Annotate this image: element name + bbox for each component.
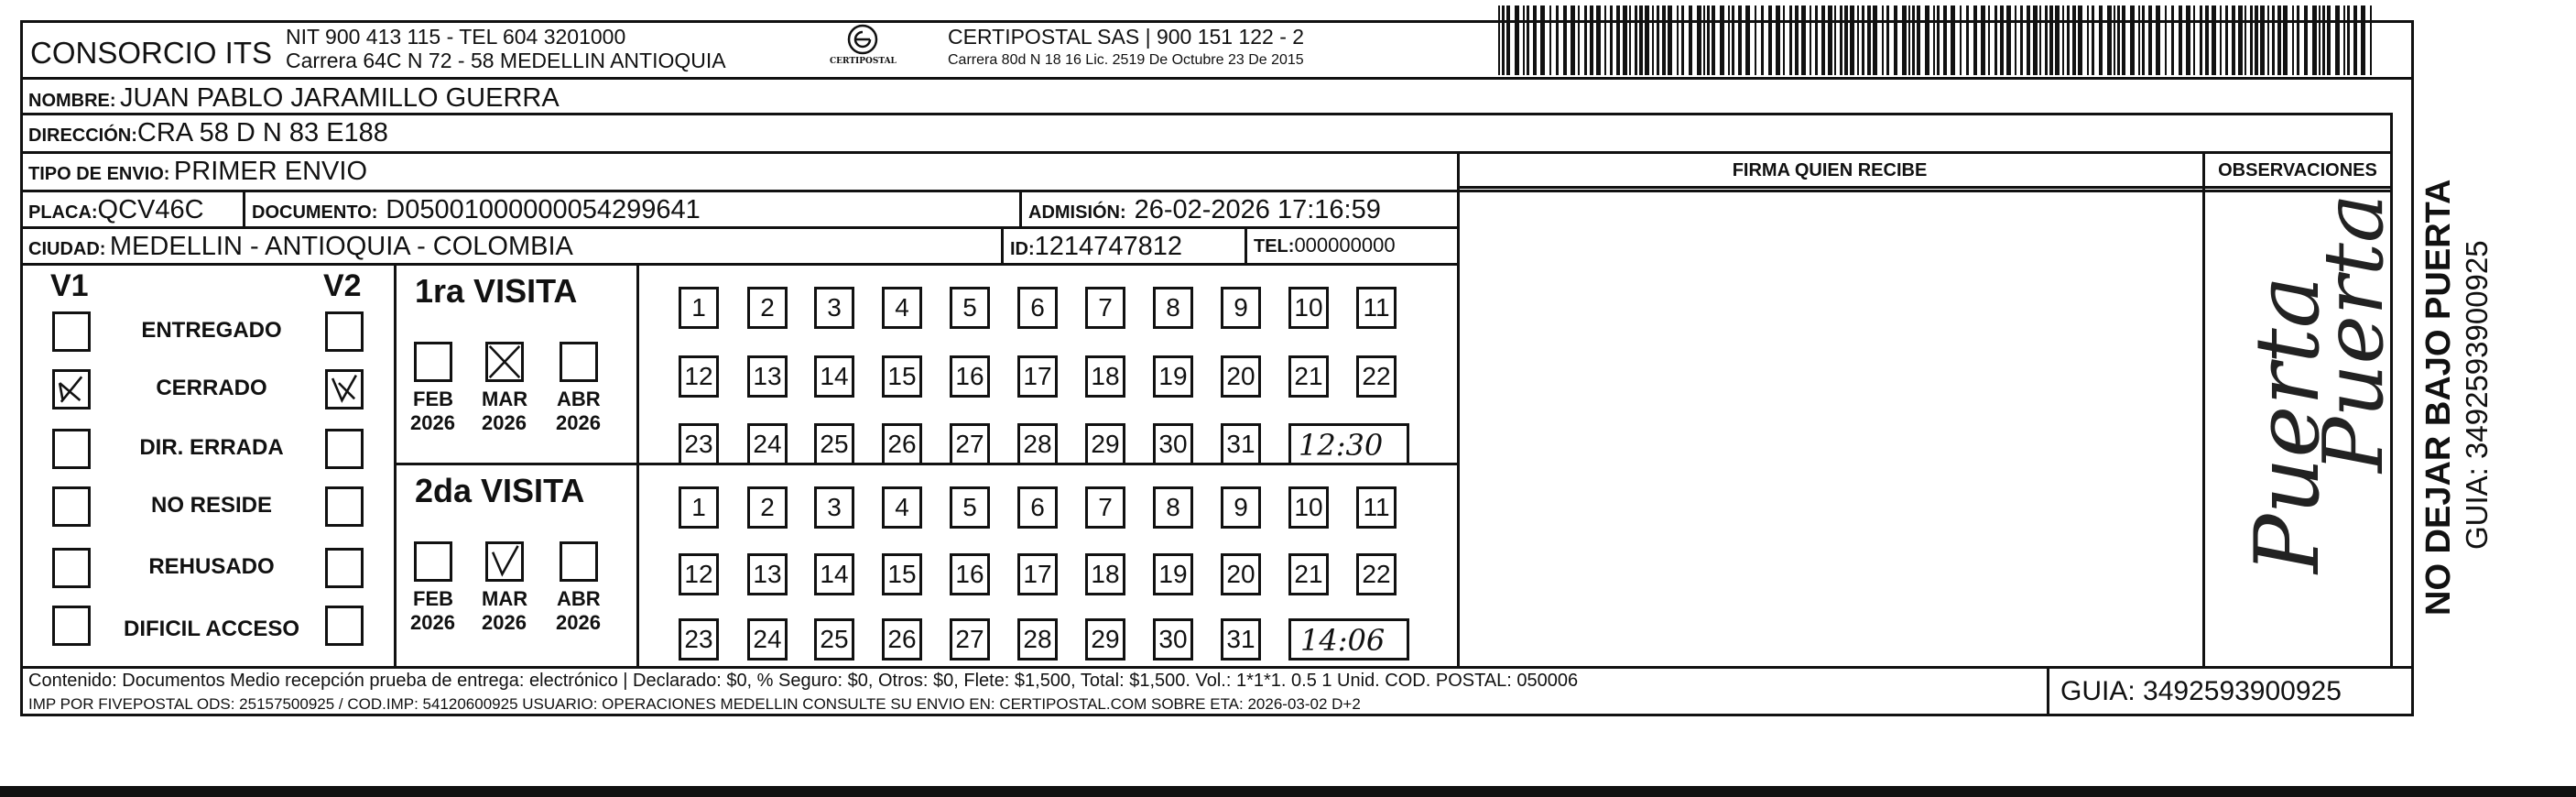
shipping-label xyxy=(20,20,2414,716)
visit-2-day[interactable]: 10 xyxy=(1288,486,1329,529)
document-cell xyxy=(252,195,701,225)
visit-1-day[interactable]: 6 xyxy=(1017,287,1058,329)
visit-1-day[interactable]: 27 xyxy=(950,423,990,465)
visit-2-day[interactable]: 16 xyxy=(950,553,990,595)
visit-2-day[interactable]: 22 xyxy=(1356,553,1397,595)
visit-1-day[interactable]: 22 xyxy=(1356,355,1397,398)
v2-rehusado-checkbox[interactable] xyxy=(325,548,364,588)
document-label: DOCUMENTO: xyxy=(252,202,378,223)
visit-2-day[interactable]: 31 xyxy=(1221,618,1261,661)
visit-1-day[interactable]: 10 xyxy=(1288,287,1329,329)
visit-1-day[interactable]: 7 xyxy=(1085,287,1125,329)
state-cerrado: CERRADO xyxy=(156,376,267,400)
visit-1-mar-check-mark xyxy=(488,344,521,379)
visit-1-day-checked[interactable]: 4 xyxy=(882,287,922,329)
visit-2-day[interactable]: 26 xyxy=(882,618,922,661)
visit-1-day[interactable]: 21 xyxy=(1288,355,1329,398)
visit-2-time: 14:06 xyxy=(1300,623,1386,658)
visit-1-day[interactable]: 15 xyxy=(882,355,922,398)
signature-area xyxy=(1460,189,2200,663)
visit-2-day[interactable]: 19 xyxy=(1153,553,1193,595)
visit-1-month-feb: FEB xyxy=(413,388,453,410)
tel-cell xyxy=(1254,234,1396,257)
observations-handwriting xyxy=(2205,189,2402,663)
visit-1-day[interactable]: 29 xyxy=(1085,423,1125,465)
name-label: NOMBRE: xyxy=(28,91,116,111)
visit-2-day[interactable]: 28 xyxy=(1017,618,1058,661)
visit-2-day[interactable]: 2 xyxy=(747,486,788,529)
visit-2-day[interactable]: 14 xyxy=(814,553,854,595)
v1-label: V1 xyxy=(50,268,89,303)
recipient-name: JUAN PABLO JARAMILLO GUERRA xyxy=(120,83,560,113)
visit-2-day[interactable]: 18 xyxy=(1085,553,1125,595)
v2-cerrado-check-mark xyxy=(328,372,361,407)
visit-2-feb-checkbox[interactable] xyxy=(414,541,452,582)
visit-1-feb-checkbox[interactable] xyxy=(414,342,452,382)
state-dificil-acceso: DIFICIL ACCESO xyxy=(123,617,299,641)
type-row xyxy=(28,157,367,187)
visit-2-day[interactable]: 21 xyxy=(1288,553,1329,595)
plate-cell xyxy=(28,195,204,225)
city-value: MEDELLIN - ANTIOQUIA - COLOMBIA xyxy=(109,232,573,261)
visit-2-time-box[interactable] xyxy=(1288,618,1409,661)
certipostal-logo-text: CERTIPOSTAL xyxy=(830,57,897,66)
visit-1-day[interactable]: 24 xyxy=(747,423,788,465)
visit-1-year-mar: 2026 xyxy=(482,411,527,434)
v2-no-reside-checkbox[interactable] xyxy=(325,486,364,527)
visit-2-day[interactable]: 12 xyxy=(679,553,719,595)
admission-label: ADMISIÓN: xyxy=(1028,202,1126,223)
visit-2-abr-checkbox[interactable] xyxy=(560,541,598,582)
visit-2-day[interactable]: 8 xyxy=(1153,486,1193,529)
visit-2-day[interactable]: 17 xyxy=(1017,553,1058,595)
address-row xyxy=(28,118,388,148)
visit-2-title: 2da VISITA xyxy=(415,472,585,509)
tel-label: TEL: xyxy=(1254,236,1295,257)
visit-1-day[interactable]: 17 xyxy=(1017,355,1058,398)
plate-value: QCV46C xyxy=(97,195,204,224)
admission-value: 26-02-2026 17:16:59 xyxy=(1134,195,1381,224)
state-rehusado: REHUSADO xyxy=(148,554,275,579)
type-label: TIPO DE ENVIO: xyxy=(28,164,170,184)
handwriting-line-2: Puerta xyxy=(2306,193,2402,473)
visit-2-day[interactable]: 25 xyxy=(814,618,854,661)
visit-1-day[interactable]: 8 xyxy=(1153,287,1193,329)
visit-2-day[interactable]: 24 xyxy=(747,618,788,661)
v2-dificil-acceso-checkbox[interactable] xyxy=(325,606,364,646)
visit-2-day[interactable]: 1 xyxy=(679,486,719,529)
v2-cerrado-checkbox[interactable] xyxy=(325,369,364,409)
visit-2-month-abr: ABR xyxy=(557,587,601,610)
visit-1-day[interactable]: 18 xyxy=(1085,355,1125,398)
visit-1-day[interactable]: 1 xyxy=(679,287,719,329)
company-address: Carrera 64C N 72 - 58 MEDELLIN ANTIOQUIA xyxy=(286,49,726,72)
state-no-reside: NO RESIDE xyxy=(150,493,273,518)
signature-header: FIRMA QUIEN RECIBE xyxy=(1732,160,1928,180)
visit-2-day[interactable]: 13 xyxy=(747,553,788,595)
visit-1-day[interactable]: 31 xyxy=(1221,423,1261,465)
visit-1-day[interactable]: 14 xyxy=(814,355,854,398)
visit-1-day[interactable]: 2 xyxy=(747,287,788,329)
visit-1-day[interactable]: 11 xyxy=(1356,287,1397,329)
footer-guide: GUIA: 3492593900925 xyxy=(2060,676,2342,706)
visit-1-mar-checkbox[interactable] xyxy=(485,342,524,382)
carrier-name: CERTIPOSTAL SAS | 900 151 122 - 2 xyxy=(948,25,1305,49)
visit-2-day[interactable]: 11 xyxy=(1356,486,1397,529)
certipostal-logo xyxy=(830,23,897,71)
tel-value: 000000000 xyxy=(1294,234,1396,257)
visit-1-day[interactable]: 5 xyxy=(950,287,990,329)
side-guide: GUIA: 3492593900925 xyxy=(2460,240,2494,550)
visit-1-day[interactable]: 3 xyxy=(814,287,854,329)
visit-2-day[interactable]: 30 xyxy=(1153,618,1193,661)
visit-1-day[interactable]: 26 xyxy=(882,423,922,465)
city-cell xyxy=(28,232,573,262)
visit-2-year-abr: 2026 xyxy=(556,611,601,634)
company-nit: NIT 900 413 115 - TEL 604 3201000 xyxy=(286,25,626,49)
address-label: DIRECCIÓN: xyxy=(28,126,137,146)
visit-1-day[interactable]: 9 xyxy=(1221,287,1261,329)
visit-1-day[interactable]: 19 xyxy=(1153,355,1193,398)
visit-2-month-feb: FEB xyxy=(413,587,453,610)
visit-1-day[interactable]: 20 xyxy=(1221,355,1261,398)
recipient-address: CRA 58 D N 83 E188 xyxy=(136,118,388,147)
visit-1-month-abr: ABR xyxy=(557,388,601,410)
carrier-address: Carrera 80d N 18 16 Lic. 2519 De Octubre 23 De 2015 xyxy=(948,52,1304,68)
handwriting-line-1: Puerta xyxy=(2236,276,2339,573)
v2-dir-errada-checkbox[interactable] xyxy=(325,429,364,469)
v2-entregado-checkbox[interactable] xyxy=(325,311,364,352)
id-label: ID: xyxy=(1010,239,1035,259)
visit-2-day-grid xyxy=(668,470,1442,662)
visit-1-day[interactable]: 12 xyxy=(679,355,719,398)
bottom-border xyxy=(0,786,2576,797)
visit-1-title: 1ra VISITA xyxy=(415,272,578,310)
visit-2-month-mar: MAR xyxy=(482,587,528,610)
observations-header: OBSERVACIONES xyxy=(2218,160,2377,180)
company-name: CONSORCIO ITS xyxy=(30,36,273,70)
visit-1-day-grid xyxy=(668,270,1442,463)
city-label: CIUDAD: xyxy=(28,239,106,259)
visit-2-day[interactable]: 9 xyxy=(1221,486,1261,529)
visit-2-day[interactable]: 29 xyxy=(1085,618,1125,661)
visit-2-day[interactable]: 20 xyxy=(1221,553,1261,595)
v2-label: V2 xyxy=(323,268,362,303)
visit-2-day[interactable]: 15 xyxy=(882,553,922,595)
footer-imp: IMP POR FIVEPOSTAL ODS: 25157500925 / COD.IMP: 54120600925 USUARIO: OPERACIONES MEDELLIN CONSULTE SU ENVIO EN: CERTIPOSTAL.COM SOBRE ETA: 2026-03-02 D+2 xyxy=(28,695,1361,713)
visit-2-day[interactable]: 6 xyxy=(1017,486,1058,529)
id-value: 1214747812 xyxy=(1034,232,1182,261)
admission-cell xyxy=(1028,195,1381,225)
visit-1-month-mar: MAR xyxy=(482,388,528,410)
visit-1-day[interactable]: 30 xyxy=(1153,423,1193,465)
visit-1-abr-checkbox[interactable] xyxy=(560,342,598,382)
visit-2-year-feb: 2026 xyxy=(410,611,455,634)
side-warning: NO DEJAR BAJO PUERTA xyxy=(2419,179,2458,616)
visit-1-day[interactable]: 28 xyxy=(1017,423,1058,465)
state-entregado: ENTREGADO xyxy=(141,318,282,343)
visit-2-day[interactable]: 7 xyxy=(1085,486,1125,529)
visit-1-day[interactable]: 16 xyxy=(950,355,990,398)
visit-1-day[interactable]: 25 xyxy=(814,423,854,465)
visit-2-day[interactable]: 4 xyxy=(882,486,922,529)
id-cell xyxy=(1010,232,1182,262)
plate-label: PLACA: xyxy=(28,202,98,223)
shipment-type: PRIMER ENVIO xyxy=(173,157,368,186)
name-row xyxy=(28,83,560,114)
visit-2-day-checked[interactable]: 5 xyxy=(950,486,990,529)
visit-2-day[interactable]: 23 xyxy=(679,618,719,661)
footer-content: Contenido: Documentos Medio recepción prueba de entrega: electrónico | Declarado: $0, % Seguro: $0, Otros: $0, Flete: $1,500, Total: $1,500. Vol.: 1*1*1. 0.5 1 Unid. COD. POSTAL: 050006 xyxy=(28,671,1579,691)
visit-2-mar-checkbox[interactable] xyxy=(485,541,524,582)
visit-2-mar-check-mark xyxy=(488,544,521,579)
visit-2-day[interactable]: 3 xyxy=(814,486,854,529)
visit-1-time: 12:30 xyxy=(1299,428,1384,463)
visit-1-year-feb: 2026 xyxy=(410,411,455,434)
visit-2-year-mar: 2026 xyxy=(482,611,527,634)
visit-1-time-box[interactable] xyxy=(1288,423,1409,465)
visit-1-year-abr: 2026 xyxy=(556,411,601,434)
state-dir-errada: DIR. ERRADA xyxy=(139,435,284,460)
visit-1-day[interactable]: 23 xyxy=(679,423,719,465)
document-value: D05001000000054299641 xyxy=(386,195,701,224)
visit-2-day[interactable]: 27 xyxy=(950,618,990,661)
visit-1-day[interactable]: 13 xyxy=(747,355,788,398)
